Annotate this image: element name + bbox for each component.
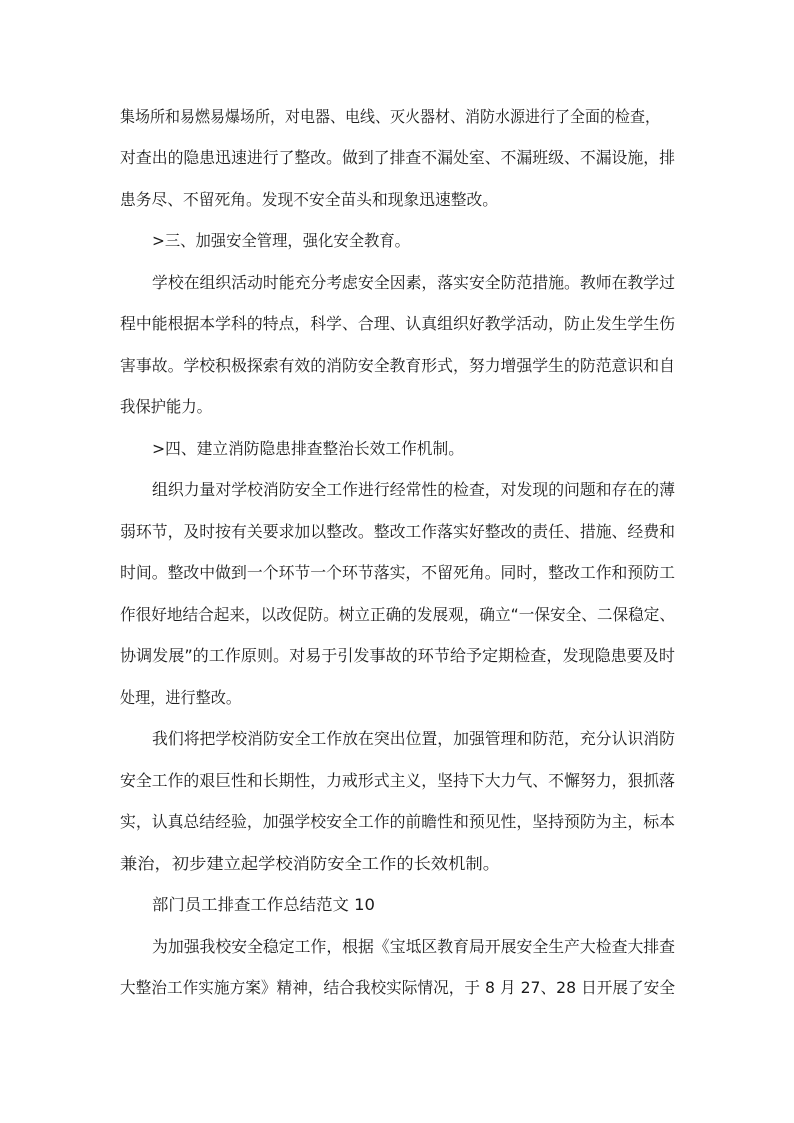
text-line [0, 598, 794, 632]
heading-text: >三、加强安全管理，强化安全教育。 [152, 231, 410, 250]
line-text: 对查出的隐患迅速进行了整改。做到了排查不漏处室、不漏班级、不漏设施，排 [120, 148, 675, 167]
text-line [0, 556, 794, 590]
line-text: 我们将把学校消防安全工作放在突出位置，加强管理和防范，充分认识消防 [152, 729, 675, 748]
text-line [0, 307, 794, 341]
line-text: 大整治工作实施方案》精神，结合我校实际情况，于 8 月 27、28 日开展了安全 [120, 978, 675, 997]
article-title [0, 888, 794, 922]
text-line [0, 390, 794, 424]
section-heading [0, 224, 794, 258]
text-line [0, 141, 794, 175]
line-text: 程中能根据本学科的特点，科学、合理、认真组织好教学活动，防止发生学生伤 [120, 314, 675, 333]
text-line [0, 100, 794, 134]
line-text: 组织力量对学校消防安全工作进行经常性的检查，对发现的问题和存在的薄 [152, 480, 675, 499]
line-text: 处理，进行整改。 [120, 688, 241, 707]
section-heading [0, 432, 794, 466]
line-text: 集场所和易燃易爆场所，对电器、电线、灭火器材、消防水源进行了全面的检查， [120, 107, 660, 126]
line-text: 害事故。学校积极探索有效的消防安全教育形式，努力增强学生的防范意识和自 [120, 356, 675, 375]
line-text: 协调发展”的工作原则。对易于引发事故的环节给予定期检查，发现隐患要及时 [120, 646, 675, 665]
text-line [0, 971, 794, 1005]
text-line [0, 722, 794, 756]
line-text: 弱环节，及时按有关要求加以整改。整改工作落实好整改的责任、措施、经费和 [120, 522, 675, 541]
heading-text: >四、建立消防隐患排查整治长效工作机制。 [152, 439, 464, 458]
line-text: 学校在组织活动时能充分考虑安全因素，落实安全防范措施。教师在教学过 [152, 273, 675, 292]
text-line [0, 764, 794, 798]
line-text: 作很好地结合起来，以改促防。树立正确的发展观，确立“一保安全、二保稳定、 [120, 605, 675, 624]
text-line [0, 266, 794, 300]
text-line [0, 515, 794, 549]
line-text: 安全工作的艰巨性和长期性，力戒形式主义，坚持下大力气、不懈努力，狠抓落 [120, 771, 675, 790]
text-line [0, 681, 794, 715]
text-line [0, 930, 794, 964]
line-text: 兼治，初步建立起学校消防安全工作的长效机制。 [120, 854, 500, 873]
line-text: 为加强我校安全稳定工作，根据《宝坻区教育局开展安全生产大检查大排查 [152, 937, 675, 956]
text-line [0, 473, 794, 507]
line-text: 实，认真总结经验，加强学校安全工作的前瞻性和预见性，坚持预防为主，标本 [120, 812, 675, 831]
line-text: 患务尽、不留死角。发现不安全苗头和现象迅速整改。 [120, 190, 498, 209]
text-line [0, 349, 794, 383]
line-text: 我保护能力。 [120, 397, 212, 416]
text-line [0, 847, 794, 881]
line-text: 时间。整改中做到一个环节一个环节落实，不留死角。同时，整改工作和预防工 [120, 563, 675, 582]
text-line [0, 805, 794, 839]
text-line [0, 639, 794, 673]
text-line [0, 183, 794, 217]
title-text: 部门员工排查工作总结范文 10 [152, 895, 375, 914]
